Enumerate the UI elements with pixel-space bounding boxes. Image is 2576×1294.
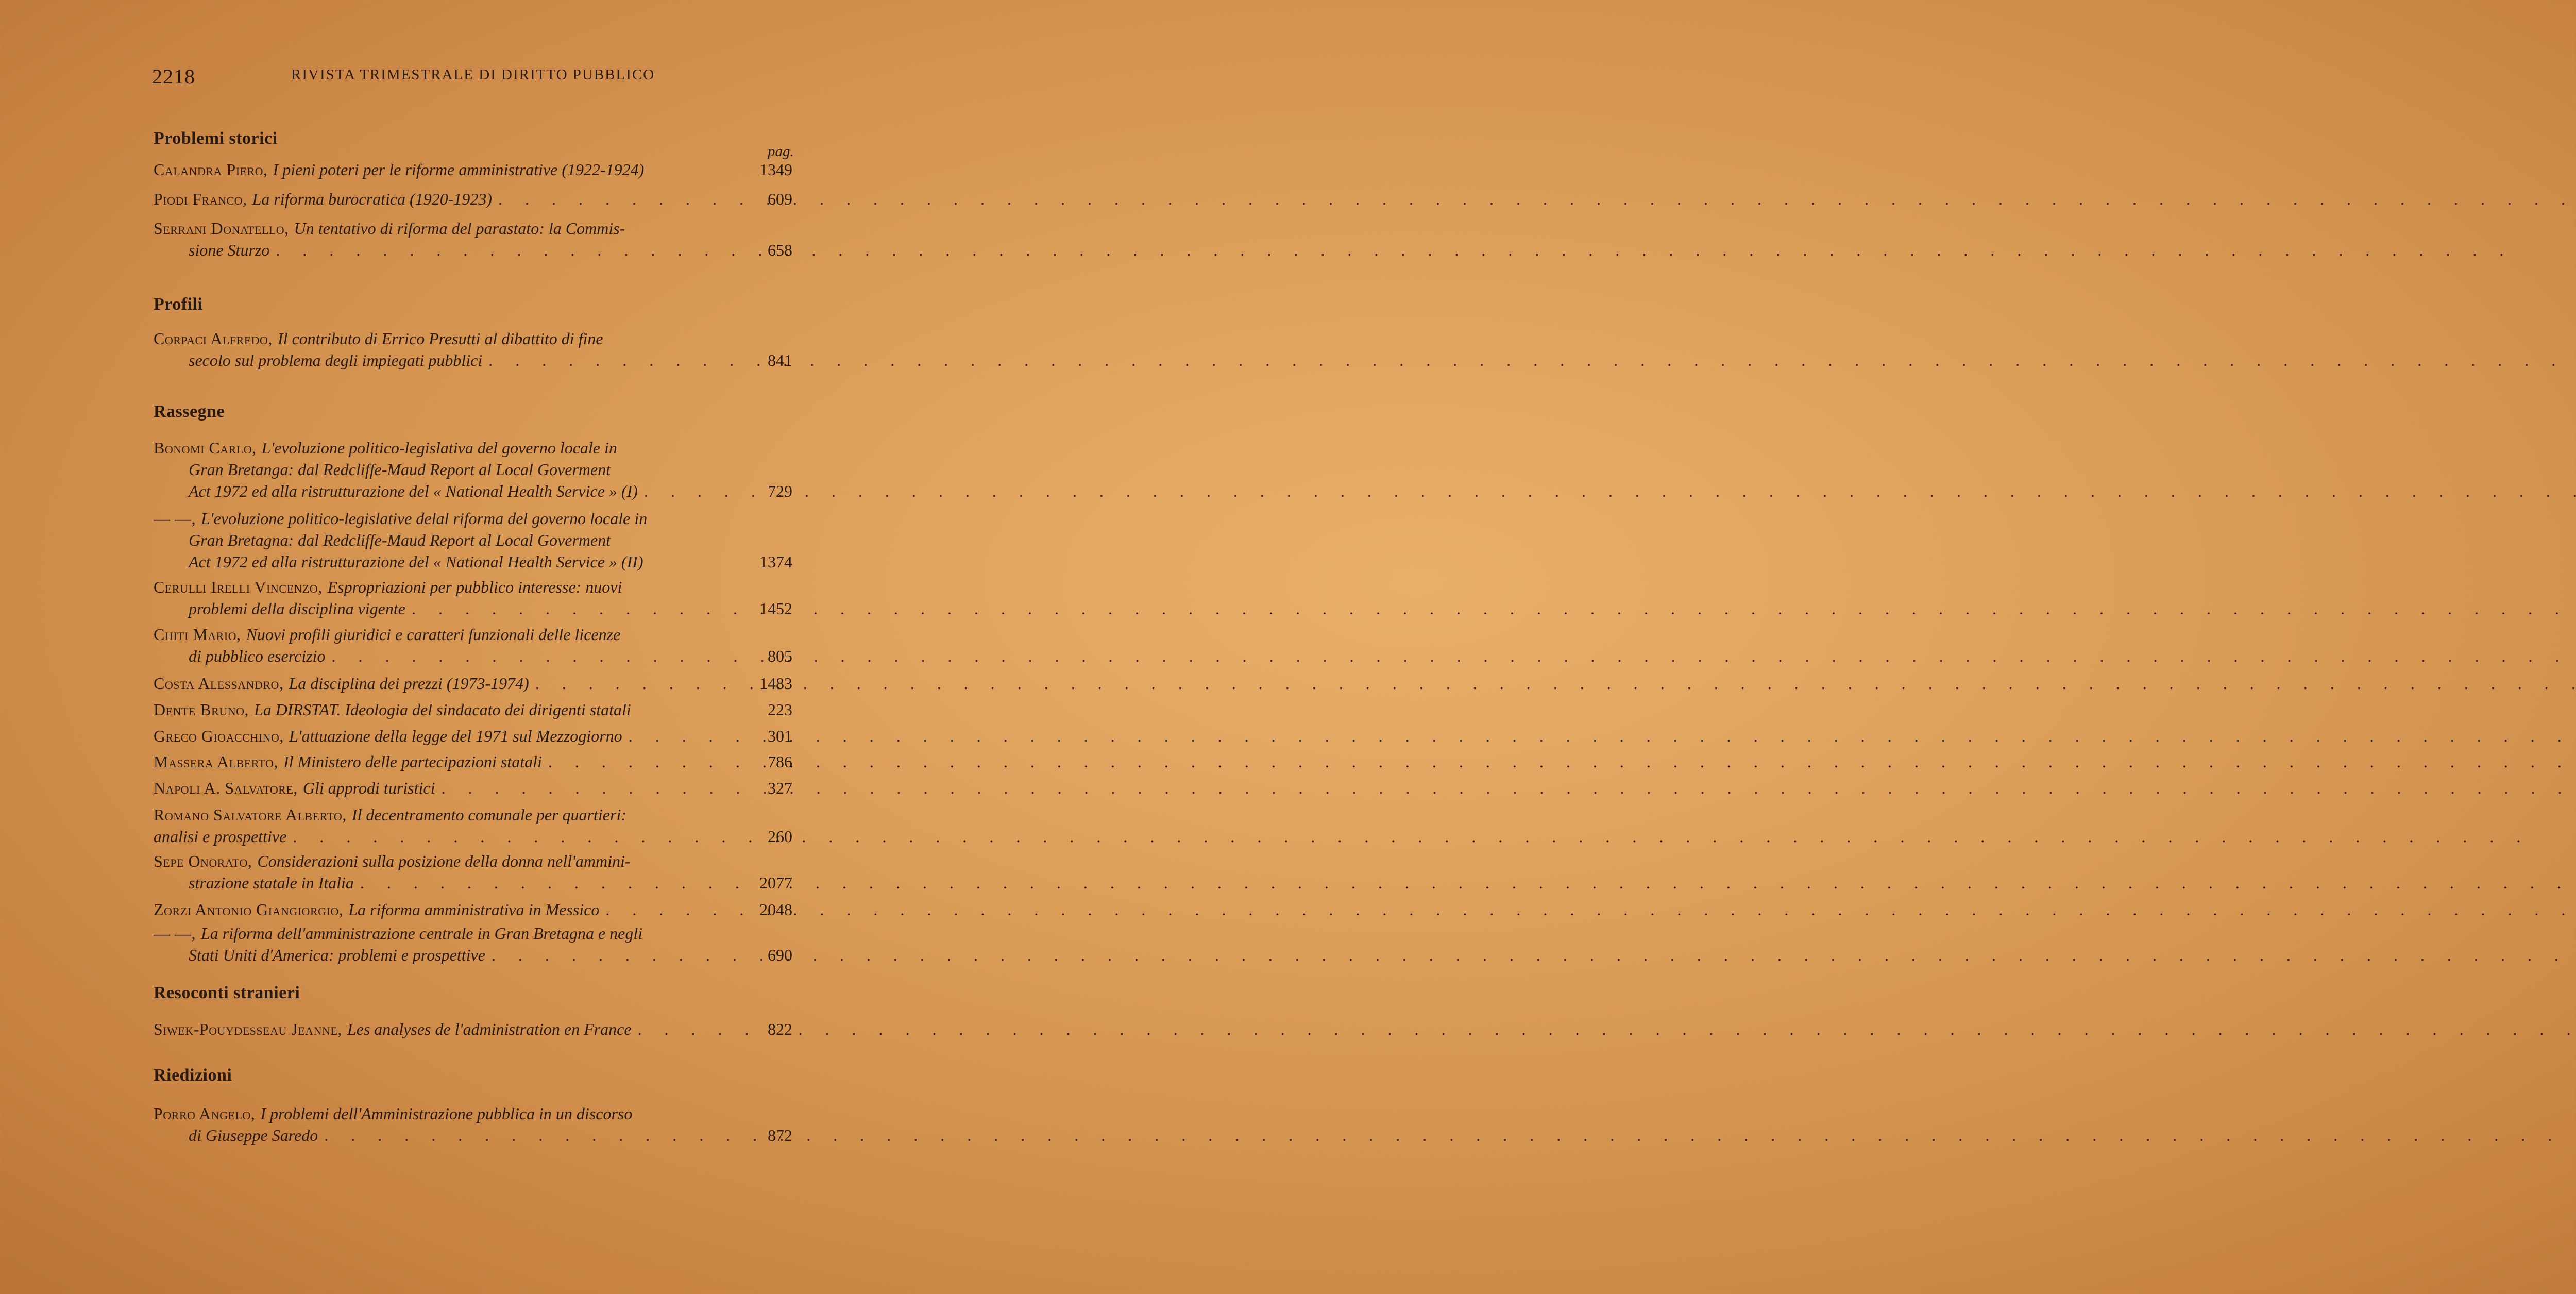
dot-leader: [629, 725, 750, 747]
entry-title-continued: sione Sturzo: [189, 241, 270, 259]
index-entry: [154, 1103, 792, 1146]
dot-leader: [488, 349, 750, 371]
running-head: [152, 64, 822, 95]
entry-page-ref: 327: [768, 779, 792, 797]
entry-title: La DIRSTAT. Ideologia del sindacato dei dirigenti statali: [254, 700, 631, 719]
entry-page-ref: 1452: [759, 599, 792, 618]
entry-title: I pieni poteri per le riforme amministrative (1922-1924): [273, 160, 645, 179]
index-entry: [154, 159, 792, 180]
entry-page-ref: 822: [768, 1020, 792, 1038]
entry-title: Les analyses de l'administration en France: [347, 1020, 632, 1038]
entry-page-ref: 786: [768, 752, 792, 771]
entry-title: Il contributo di Errico Presutti al dibattito di fine: [277, 329, 603, 348]
entry-page-ref: 729: [768, 482, 792, 500]
entry-author: — —,: [154, 924, 196, 943]
entry-title: Considerazioni sulla posizione della donna nell'ammini-: [257, 852, 631, 870]
entry-title: La riforma amministrativa in Messico: [348, 900, 600, 919]
entry-page-ref: 2077: [759, 873, 792, 892]
entry-title: L'evoluzione politico-legislative delal riforma del governo locale in: [201, 509, 648, 528]
section-heading-resoconti-stranieri: Resoconti stranieri: [154, 983, 300, 1002]
index-entry: [154, 725, 792, 747]
section-heading-profili: Profili: [154, 295, 203, 314]
entry-author: Siwek-Pouydesseau Jeanne,: [154, 1020, 342, 1038]
entry-page-ref: 805: [768, 647, 792, 665]
dot-leader: [441, 777, 750, 799]
entry-page-ref: 658: [768, 241, 792, 259]
entry-title: Nuovi profili giuridici e caratteri funzionali delle licenze: [246, 625, 621, 644]
section-heading-rassegne: Rassegne: [154, 402, 225, 421]
entry-title: Il Ministero delle partecipazioni statali: [283, 752, 542, 771]
dot-leader: [331, 645, 750, 667]
index-entry: [154, 922, 792, 966]
dot-leader: [548, 751, 750, 772]
entry-page-ref: 223: [768, 700, 792, 719]
entry-title: I problemi dell'Amministrazione pubblica in un discorso: [260, 1104, 633, 1123]
index-entry: [154, 508, 792, 573]
index-entry: [154, 576, 792, 619]
index-entry: [154, 899, 792, 920]
entry-author: Bonomi Carlo,: [154, 439, 257, 457]
entry-title-continued: analisi e prospettive: [154, 827, 287, 846]
entry-title: La riforma burocratica (1920-1923): [252, 190, 493, 208]
entry-page-ref: 609: [768, 190, 792, 208]
index-entry: [154, 624, 792, 667]
entry-title: La riforma dell'amministrazione centrale in Gran Bretagna e negli: [201, 924, 643, 943]
entry-title: Un tentativo di riforma del parastato: la Commis-: [294, 219, 625, 238]
entry-title: Gli approdi turistici: [302, 779, 435, 797]
index-entry: [154, 777, 792, 799]
entry-page-ref: 260: [768, 827, 792, 846]
dot-leader: [360, 872, 750, 894]
index-entry: [154, 850, 792, 894]
entry-page-ref: 1374: [759, 552, 792, 571]
entry-title-continued: problemi della disciplina vigente: [189, 599, 405, 618]
dot-leader: [638, 1018, 750, 1040]
entry-title-continued: di pubblico esercizio: [189, 647, 326, 665]
entry-author: Sepe Onorato,: [154, 852, 252, 870]
entry-author: Corpaci Alfredo,: [154, 329, 273, 348]
index-entry: [154, 217, 792, 261]
entry-author: Serrani Donatello,: [154, 219, 289, 238]
entry-title: Il decentramento comunale per quartieri:: [351, 805, 626, 824]
entry-page-ref: 872: [768, 1126, 792, 1145]
dot-leader: [498, 188, 750, 210]
entry-author: Calandra Piero,: [154, 160, 268, 179]
book-page: [0, 0, 892, 1294]
entry-title: L'attuazione della legge del 1971 sul Mezzogiorno: [289, 727, 622, 745]
entry-author: Romano Salvatore Alberto,: [154, 805, 347, 824]
entry-author: Napoli A. Salvatore,: [154, 779, 298, 797]
entry-author: Cerulli Irelli Vincenzo,: [154, 578, 323, 596]
entry-author: Zorzi Antonio Giangiorgio,: [154, 900, 344, 919]
entry-title: L'evoluzione politico-legislativa del governo locale in: [261, 439, 617, 457]
entry-title-continued: Stati Uniti d'America: problemi e prospettive: [189, 946, 485, 964]
index-entry: [154, 437, 792, 502]
entry-page-ref: 2048: [759, 900, 792, 919]
section-heading-problemi-storici: Problemi storici: [154, 129, 278, 148]
dot-leader: [412, 598, 750, 619]
dot-leader: [535, 673, 750, 694]
entry-page-ref: 1483: [759, 674, 792, 693]
index-entry: [154, 1018, 792, 1040]
entry-title-continued: Gran Bretagna: dal Redcliffe-Maud Report al Local Goverment: [189, 531, 611, 549]
entry-author: Greco Gioacchino,: [154, 727, 284, 745]
section-heading-riedizioni: Riedizioni: [154, 1066, 232, 1085]
entry-title-continued: Act 1972 ed alla ristrutturazione del « National Health Service » (I): [189, 482, 638, 500]
entry-title: La disciplina dei prezzi (1973-1974): [289, 674, 529, 693]
index-entry: [154, 751, 792, 772]
entry-page-ref: 690: [768, 946, 792, 964]
dot-leader: [605, 899, 750, 920]
entry-title-continued: strazione statale in Italia: [189, 873, 354, 892]
entry-author: Costa Alessandro,: [154, 674, 284, 693]
dot-leader: [293, 826, 750, 847]
index-entry: [154, 328, 792, 371]
entry-page-ref: 841: [768, 351, 792, 369]
entry-author: Massera Alberto,: [154, 752, 278, 771]
entry-title-continued: secolo sul problema degli impiegati pubblici: [189, 351, 483, 369]
entry-author: Piodi Franco,: [154, 190, 247, 208]
dot-leader: [492, 944, 750, 966]
entry-title-continued: Gran Bretanga: dal Redcliffe-Maud Report al Local Goverment: [189, 460, 611, 479]
dot-leader: [276, 239, 750, 261]
entry-page-ref: 301: [768, 727, 792, 745]
dot-leader: [644, 480, 750, 502]
entry-page-ref: 1349: [759, 160, 792, 179]
entry-author: Dente Bruno,: [154, 700, 249, 719]
index-entry: [154, 699, 792, 720]
pag-label: pag.: [768, 143, 794, 160]
entry-author: — —,: [154, 509, 196, 528]
entry-author: Porro Angelo,: [154, 1104, 256, 1123]
entry-title-continued: Act 1972 ed alla ristrutturazione del « National Health Service » (II): [189, 552, 643, 571]
entry-author: Chiti Mario,: [154, 625, 241, 644]
page-number: 2218: [152, 65, 195, 88]
entry-title: Espropriazioni per pubblico interesse: nuovi: [327, 578, 622, 596]
entry-title-continued: di Giuseppe Saredo: [189, 1126, 318, 1145]
journal-title: RIVISTA TRIMESTRALE DI DIRITTO PUBBLICO: [291, 66, 655, 83]
index-entry: [154, 188, 792, 210]
index-entry: [154, 804, 792, 847]
index-entry: [154, 673, 792, 694]
dot-leader: [324, 1124, 750, 1146]
